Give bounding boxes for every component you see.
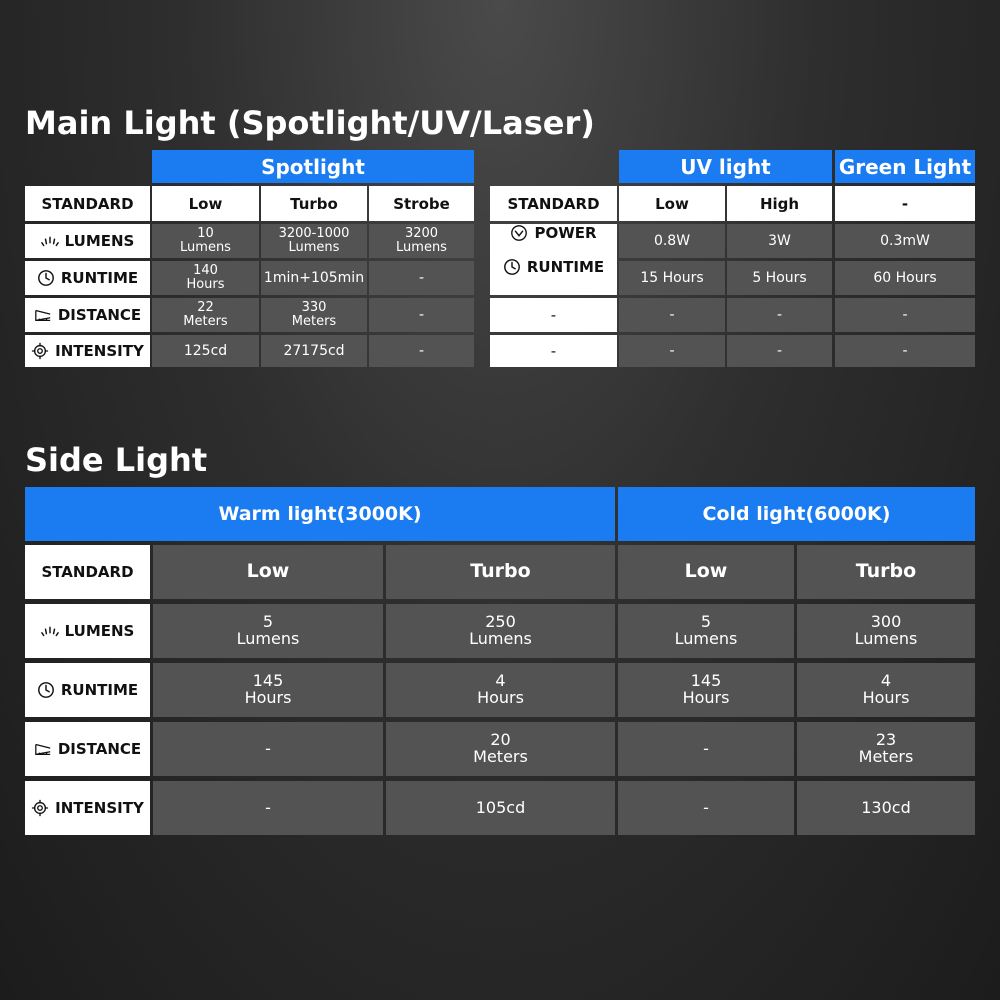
side-cell: 130cd [797, 781, 975, 835]
crosshair-icon [31, 799, 49, 817]
green-cell: - [835, 298, 975, 332]
side-cell: 145 Hours [618, 663, 794, 717]
warm-light-header: Warm light(3000K) [25, 487, 615, 541]
spotlight-mode-low: Low [152, 186, 259, 221]
spotlight-cell: - [369, 261, 474, 295]
side-standard-label: STANDARD [25, 545, 150, 599]
uv-standard-label: STANDARD [490, 186, 617, 221]
distance-icon [34, 740, 52, 758]
green-cell: 0.3mW [835, 224, 975, 258]
sunburst-icon [41, 232, 59, 250]
side-cell: 4 Hours [797, 663, 975, 717]
side-cell: - [618, 781, 794, 835]
side-cell: 5 Lumens [153, 604, 383, 658]
uv-mode-high: High [727, 186, 832, 221]
spotlight-cell: 22 Meters [152, 298, 259, 332]
spotlight-cell: 125cd [152, 335, 259, 367]
uv-cell: - [619, 298, 725, 332]
side-light-title: Side Light [25, 441, 208, 479]
spotlight-cell: 3200 Lumens [369, 224, 474, 258]
spotlight-row-runtime-label: RUNTIME [25, 261, 150, 295]
uv-cell: - [619, 335, 725, 367]
spotlight-cell: 140 Hours [152, 261, 259, 295]
spotlight-cell: 10 Lumens [152, 224, 259, 258]
side-cell: 4 Hours [386, 663, 615, 717]
main-light-title: Main Light (Spotlight/UV/Laser) [25, 104, 595, 142]
side-row-distance-label: DISTANCE [25, 722, 150, 776]
side-mode-warm-low: Low [153, 545, 383, 599]
side-row-intensity-label: INTENSITY [25, 781, 150, 835]
spotlight-cell: 1min+105min [261, 261, 367, 295]
side-cell: 300 Lumens [797, 604, 975, 658]
uv-light-header: UV light [619, 150, 832, 183]
green-cell: - [835, 335, 975, 367]
side-mode-cold-low: Low [618, 545, 794, 599]
spotlight-cell: - [369, 335, 474, 367]
side-row-runtime-label: RUNTIME [25, 663, 150, 717]
uv-mode-low: Low [619, 186, 725, 221]
side-cell: 23 Meters [797, 722, 975, 776]
side-cell: 5 Lumens [618, 604, 794, 658]
uv-row-empty-label: - [490, 335, 617, 367]
uv-label-block [490, 224, 617, 295]
uv-cell: - [727, 335, 832, 367]
uv-row-runtime-label: RUNTIME [490, 258, 617, 276]
side-mode-cold-turbo: Turbo [797, 545, 975, 599]
green-mode: - [835, 186, 975, 221]
side-mode-warm-turbo: Turbo [386, 545, 615, 599]
spotlight-mode-strobe: Strobe [369, 186, 474, 221]
green-cell: 60 Hours [835, 261, 975, 295]
spotlight-row-distance-label: DISTANCE [25, 298, 150, 332]
distance-icon [34, 306, 52, 324]
side-cell: - [153, 781, 383, 835]
uv-cell: 15 Hours [619, 261, 725, 295]
sunburst-icon [41, 622, 59, 640]
spotlight-cell: 330 Meters [261, 298, 367, 332]
side-cell: 250 Lumens [386, 604, 615, 658]
spotlight-row-intensity-label: INTENSITY [25, 335, 150, 367]
side-cell: - [153, 722, 383, 776]
spotlight-standard-label: STANDARD [25, 186, 150, 221]
side-cell: 20 Meters [386, 722, 615, 776]
uv-row-empty-label: - [490, 298, 617, 332]
side-cell: 105cd [386, 781, 615, 835]
side-cell: 145 Hours [153, 663, 383, 717]
side-row-lumens-label: LUMENS [25, 604, 150, 658]
clock-icon [37, 269, 55, 287]
uv-cell: 0.8W [619, 224, 725, 258]
uv-cell: 5 Hours [727, 261, 832, 295]
uv-row-power-label: POWER [490, 224, 617, 242]
spotlight-cell: 27175cd [261, 335, 367, 367]
green-light-header: Green Light [835, 150, 975, 183]
spotlight-mode-turbo: Turbo [261, 186, 367, 221]
cold-light-header: Cold light(6000K) [618, 487, 975, 541]
uv-cell: - [727, 298, 832, 332]
uv-cell: 3W [727, 224, 832, 258]
spotlight-header: Spotlight [152, 150, 474, 183]
spotlight-cell: 3200-1000 Lumens [261, 224, 367, 258]
spotlight-row-lumens-label: LUMENS [25, 224, 150, 258]
clock-icon [503, 258, 521, 276]
side-cell: - [618, 722, 794, 776]
spotlight-cell: - [369, 298, 474, 332]
clock-icon [37, 681, 55, 699]
crosshair-icon [31, 342, 49, 360]
power-chevron-icon [510, 224, 528, 242]
